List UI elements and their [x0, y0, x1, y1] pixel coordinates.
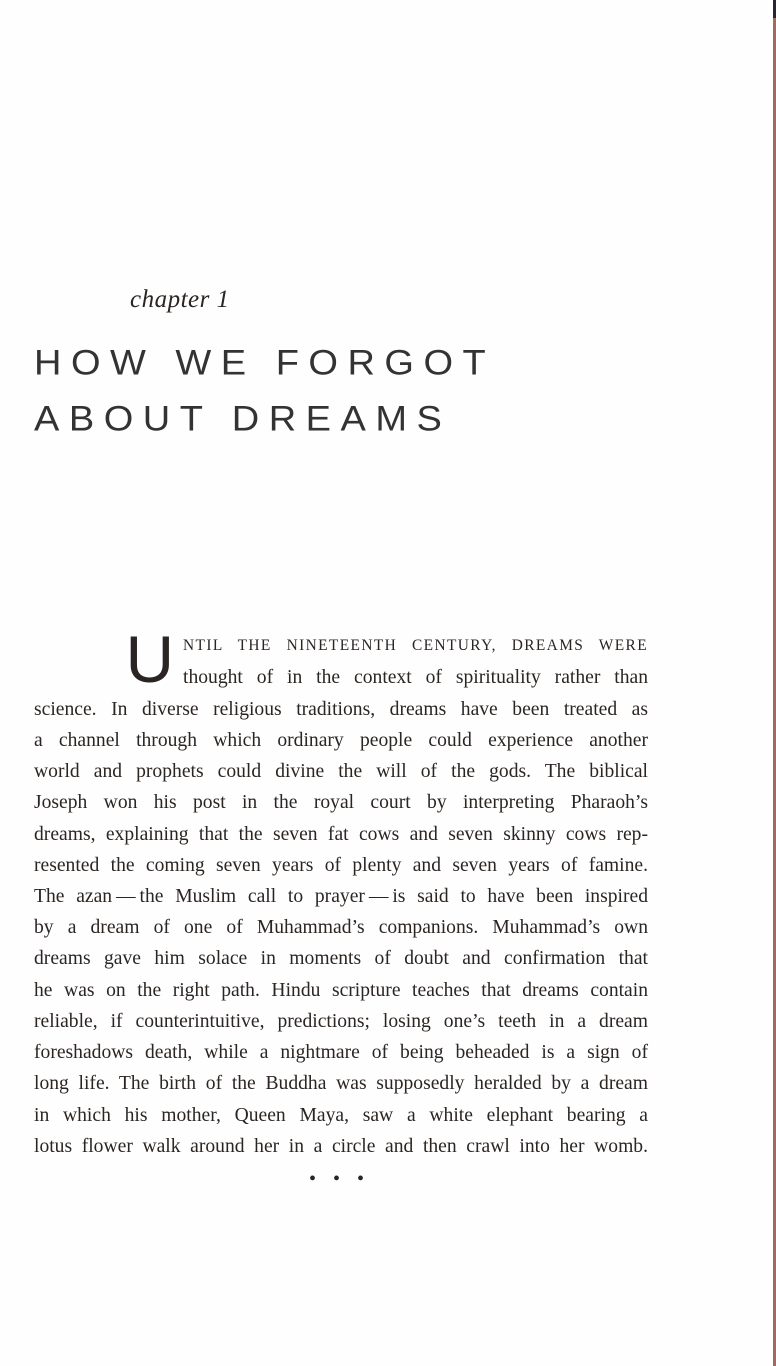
body-line	[34, 760, 648, 784]
body-line	[34, 979, 648, 1003]
body-line	[34, 854, 648, 878]
body-line-text: dreams gave him solace in moments of doubt and confirmation that	[34, 948, 648, 969]
body-line-text: by a dream of one of Muhammad’s companions. Muhammad’s own	[34, 917, 648, 938]
body-line-text: The azan — the Muslim call to prayer — is said to have been inspired	[34, 886, 648, 907]
body-line	[183, 634, 648, 658]
body-line-text: he was on the right path. Hindu scripture teaches that dreams contain	[34, 980, 648, 1001]
body-line-text: long life. The birth of the Buddha was supposedly heralded by a dream	[34, 1073, 648, 1094]
chapter-title-line-2: ABOUT DREAMS	[34, 400, 452, 439]
body-line	[183, 666, 648, 690]
body-line	[34, 1104, 648, 1128]
body-line	[34, 823, 648, 847]
body-line-text: Joseph won his post in the royal court by interpreting Pharaoh’s	[34, 792, 648, 813]
body-line	[34, 916, 648, 940]
body-line	[34, 1010, 648, 1034]
chapter-title-line-1: HOW WE FORGOT	[34, 344, 496, 383]
body-line-text: reliable, if counterintuitive, predictions; losing one’s teeth in a dream	[34, 1011, 648, 1032]
drop-cap: U	[125, 622, 175, 696]
body-line	[34, 1041, 648, 1065]
body-line	[34, 947, 648, 971]
body-line-text: lotus flower walk around her in a circle and then crawl into her womb.	[34, 1136, 648, 1157]
body-line	[34, 791, 648, 815]
body-line-text: foreshadows death, while a nightmare of being beheaded is a sign of	[34, 1042, 648, 1063]
body-line-text: a channel through which ordinary people could experience another	[34, 730, 648, 751]
body-line	[34, 1072, 648, 1096]
body-line	[34, 1135, 648, 1159]
chapter-label: chapter 1	[130, 286, 230, 313]
body-line-text: science. In diverse religious traditions, dreams have been treated as	[34, 699, 648, 720]
body-line-text: resented the coming seven years of plenty and seven years of famine.	[34, 855, 648, 876]
body-line	[34, 729, 648, 753]
body-line-text: world and prophets could divine the will of the gods. The biblical	[34, 761, 648, 782]
body-line-text: dreams, explaining that the seven fat cows and seven skinny cows rep-	[34, 824, 648, 845]
body-line-text: in which his mother, Queen Maya, saw a white elephant bearing a	[34, 1105, 648, 1126]
section-break: • • •	[309, 1168, 371, 1190]
body-line	[34, 885, 648, 909]
body-line	[34, 698, 648, 722]
body-line-text: thought of in the context of spirituality rather than	[183, 667, 648, 688]
body-line-text: NTIL THE NINETEENTH CENTURY, DREAMS WERE	[183, 637, 648, 654]
